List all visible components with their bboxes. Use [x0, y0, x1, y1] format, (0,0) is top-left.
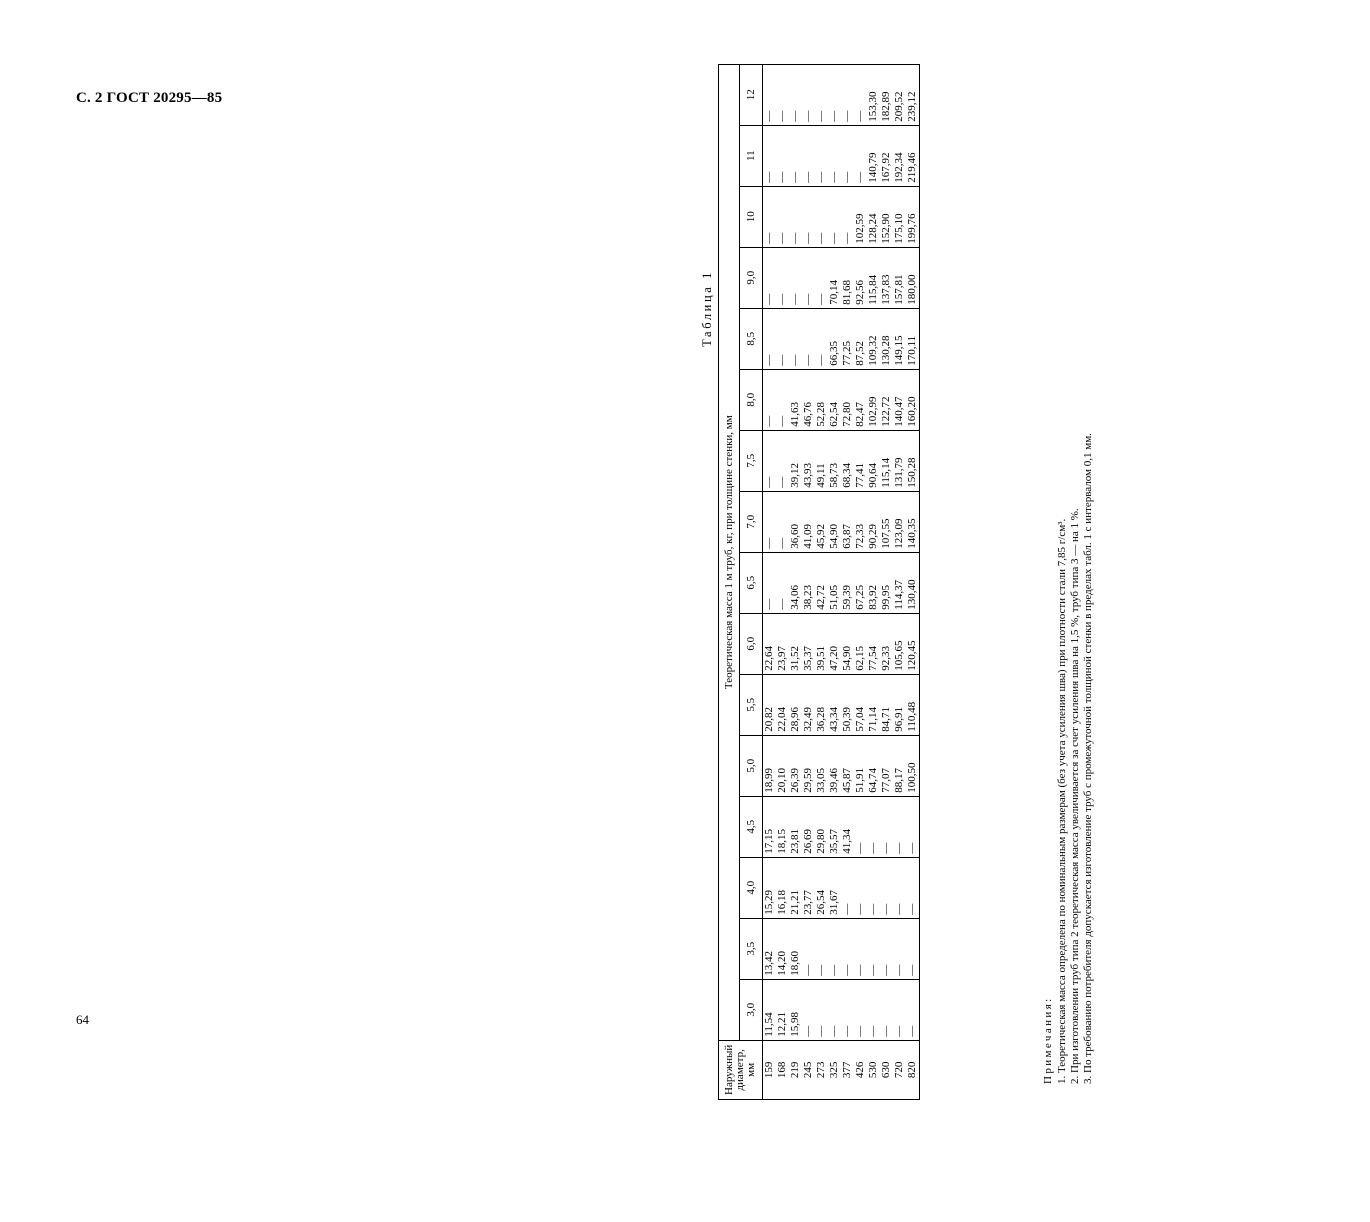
mass-cell: 15,29	[763, 857, 777, 918]
mass-cell: 107,55	[880, 491, 893, 552]
mass-cell: 109,32	[867, 308, 880, 369]
table-row	[893, 64, 906, 1099]
mass-cell: —	[867, 918, 880, 979]
wall-thickness-header: 7,5	[740, 430, 763, 491]
mass-cell: 105,65	[893, 613, 906, 674]
mass-cell: 92,56	[854, 247, 867, 308]
mass-cell: 100,50	[906, 735, 920, 796]
wall-thickness-header: 4,5	[740, 796, 763, 857]
diameter-header: Наружный диаметр, мм	[719, 1040, 763, 1099]
notes-block	[1042, 433, 1095, 1084]
note-item: 2. При изготовлении труб типа 2 теоретическая масса увеличивается за счет усиления шва на 1,5 %, труб типа 3 — на 1 %.	[1069, 508, 1081, 1084]
mass-cell: 82,47	[854, 369, 867, 430]
mass-cell: —	[815, 186, 828, 247]
mass-cell: 20,82	[763, 674, 777, 735]
mass-cell: 96,91	[893, 674, 906, 735]
mass-cell: 26,39	[789, 735, 802, 796]
mass-cell: —	[828, 918, 841, 979]
table-row	[789, 64, 802, 1099]
mass-cell: —	[893, 918, 906, 979]
mass-cell: 83,92	[867, 552, 880, 613]
mass-cell: 192,34	[893, 125, 906, 186]
mass-cell: 46,76	[802, 369, 815, 430]
mass-cell: —	[763, 125, 777, 186]
mass-cell: —	[867, 857, 880, 918]
mass-cell: 35,57	[828, 796, 841, 857]
mass-cell: 153,30	[867, 64, 880, 125]
mass-cell: 33,05	[815, 735, 828, 796]
mass-cell: —	[776, 491, 789, 552]
mass-cell: —	[906, 857, 920, 918]
mass-cell: 50,39	[841, 674, 854, 735]
mass-cell: —	[815, 308, 828, 369]
mass-cell: 62,15	[854, 613, 867, 674]
mass-cell: 175,10	[893, 186, 906, 247]
mass-cell: 81,68	[841, 247, 854, 308]
page-number: 64	[76, 1012, 89, 1027]
note-item: 3. По требованию потребителя допускается изготовление труб с промежуточной толщиной стенки в пределах табл. 1 с интервалом 0,1 мм.	[1082, 433, 1094, 1084]
mass-cell: —	[880, 918, 893, 979]
mass-cell: —	[763, 308, 777, 369]
table-row	[880, 64, 893, 1099]
mass-cell: 67,25	[854, 552, 867, 613]
mass-cell: 47,20	[828, 613, 841, 674]
mass-cell: 77,25	[841, 308, 854, 369]
wall-thickness-header: 12	[740, 64, 763, 125]
mass-cell: 160,20	[906, 369, 920, 430]
wall-thickness-header: 6,5	[740, 552, 763, 613]
mass-cell: 152,90	[880, 186, 893, 247]
wall-thickness-header: 3,5	[740, 918, 763, 979]
mass-cell: 26,54	[815, 857, 828, 918]
mass-cell: 21,21	[789, 857, 802, 918]
wall-thickness-header: 3,0	[740, 979, 763, 1040]
mass-cell: —	[867, 796, 880, 857]
mass-cell: —	[906, 796, 920, 857]
mass-cell: 51,05	[828, 552, 841, 613]
mass-cell: 128,24	[867, 186, 880, 247]
mass-cell: 130,40	[906, 552, 920, 613]
mass-cell: —	[776, 64, 789, 125]
mass-cell: —	[802, 247, 815, 308]
mass-cell: 99,95	[880, 552, 893, 613]
diameter-cell: 630	[880, 1040, 893, 1099]
mass-cell: —	[841, 857, 854, 918]
mass-cell: 115,14	[880, 430, 893, 491]
mass-cell: 209,52	[893, 64, 906, 125]
mass-cell: 29,80	[815, 796, 828, 857]
mass-table	[718, 64, 920, 1100]
mass-cell: 167,92	[880, 125, 893, 186]
mass-cell: 131,79	[893, 430, 906, 491]
mass-cell: 123,09	[893, 491, 906, 552]
diameter-cell: 219	[789, 1040, 802, 1099]
mass-cell: —	[776, 308, 789, 369]
mass-cell: 90,64	[867, 430, 880, 491]
table-row	[906, 64, 920, 1099]
mass-cell: —	[893, 857, 906, 918]
mass-cell: 38,23	[802, 552, 815, 613]
mass-cell: 41,34	[841, 796, 854, 857]
mass-cell: —	[828, 979, 841, 1040]
wall-thickness-header: 8,0	[740, 369, 763, 430]
wall-thickness-header: 4,0	[740, 857, 763, 918]
mass-cell: —	[841, 125, 854, 186]
mass-cell: 23,81	[789, 796, 802, 857]
mass-cell: 140,47	[893, 369, 906, 430]
mass-cell: —	[763, 369, 777, 430]
mass-cell: —	[893, 979, 906, 1040]
mass-cell: —	[763, 247, 777, 308]
mass-cell: 199,76	[906, 186, 920, 247]
mass-cell: 140,35	[906, 491, 920, 552]
mass-cell: 43,93	[802, 430, 815, 491]
table-row	[776, 64, 789, 1099]
wall-thickness-header: 11	[740, 125, 763, 186]
mass-cell: 102,99	[867, 369, 880, 430]
mass-cell: 157,81	[893, 247, 906, 308]
table-row	[828, 64, 841, 1099]
mass-cell: —	[841, 64, 854, 125]
rotated-table-block	[690, 22, 1370, 1222]
notes-title: Примечания:	[1042, 996, 1054, 1084]
mass-cell: 18,99	[763, 735, 777, 796]
mass-cell: 34,06	[789, 552, 802, 613]
mass-cell: —	[815, 125, 828, 186]
diameter-cell: 159	[763, 1040, 777, 1099]
mass-cell: 42,72	[815, 552, 828, 613]
mass-cell: —	[854, 979, 867, 1040]
wall-thickness-header: 7,0	[740, 491, 763, 552]
wall-thickness-header: 6,0	[740, 613, 763, 674]
mass-cell: —	[841, 979, 854, 1040]
mass-cell: 219,46	[906, 125, 920, 186]
mass-cell: 41,63	[789, 369, 802, 430]
mass-cell: 130,28	[880, 308, 893, 369]
mass-cell: 31,52	[789, 613, 802, 674]
mass-cell: —	[906, 979, 920, 1040]
mass-cell: —	[802, 64, 815, 125]
mass-cell: —	[802, 186, 815, 247]
mass-cell: 137,83	[880, 247, 893, 308]
mass-cell: 43,34	[828, 674, 841, 735]
mass-cell: 149,15	[893, 308, 906, 369]
mass-cell: —	[776, 247, 789, 308]
mass-cell: 64,74	[867, 735, 880, 796]
mass-cell: —	[815, 247, 828, 308]
mass-cell: —	[815, 918, 828, 979]
table-header-row	[719, 64, 740, 1099]
mass-cell: —	[763, 186, 777, 247]
table-row	[802, 64, 815, 1099]
mass-cell: —	[880, 857, 893, 918]
mass-cell: 22,04	[776, 674, 789, 735]
mass-cell: 102,59	[854, 186, 867, 247]
mass-cell: —	[776, 369, 789, 430]
mass-cell: 68,34	[841, 430, 854, 491]
mass-cell: 45,92	[815, 491, 828, 552]
mass-cell: 51,91	[854, 735, 867, 796]
mass-cell: 115,84	[867, 247, 880, 308]
mass-cell: 62,54	[828, 369, 841, 430]
mass-cell: —	[802, 979, 815, 1040]
mass-cell: 36,60	[789, 491, 802, 552]
diameter-cell: 168	[776, 1040, 789, 1099]
mass-cell: 150,28	[906, 430, 920, 491]
mass-cell: 87,52	[854, 308, 867, 369]
mass-cell: 110,48	[906, 674, 920, 735]
mass-cell: 39,12	[789, 430, 802, 491]
mass-cell: 49,11	[815, 430, 828, 491]
mass-cell: —	[776, 430, 789, 491]
mass-cell: 26,69	[802, 796, 815, 857]
mass-cell: 71,14	[867, 674, 880, 735]
wall-thickness-row	[740, 64, 763, 1099]
mass-cell: 31,67	[828, 857, 841, 918]
wall-thickness-header: 5,5	[740, 674, 763, 735]
mass-cell: 70,14	[828, 247, 841, 308]
mass-cell: 45,87	[841, 735, 854, 796]
mass-cell: 88,17	[893, 735, 906, 796]
mass-cell: 114,37	[893, 552, 906, 613]
mass-cell: 54,90	[828, 491, 841, 552]
mass-cell: 140,79	[867, 125, 880, 186]
mass-cell: 72,80	[841, 369, 854, 430]
mass-cell: —	[789, 64, 802, 125]
mass-cell: 18,60	[789, 918, 802, 979]
mass-cell: —	[906, 918, 920, 979]
diameter-cell: 820	[906, 1040, 920, 1099]
mass-cell: —	[854, 64, 867, 125]
note-item: 1. Теоретическая масса определена по номинальным размерам (без учета усиления шва) при плотности стали 7,85 г/см³.	[1056, 518, 1068, 1084]
mass-cell: —	[867, 979, 880, 1040]
mass-cell: —	[802, 125, 815, 186]
mass-cell: —	[854, 125, 867, 186]
mass-cell: —	[815, 979, 828, 1040]
mass-cell: —	[841, 186, 854, 247]
mass-cell: —	[854, 857, 867, 918]
mass-cell: 72,33	[854, 491, 867, 552]
mass-cell: 54,90	[841, 613, 854, 674]
table-row	[841, 64, 854, 1099]
mass-cell: 17,15	[763, 796, 777, 857]
table-caption: Таблица 1	[700, 270, 714, 347]
mass-cell: —	[828, 186, 841, 247]
diameter-cell: 426	[854, 1040, 867, 1099]
mass-cell: —	[776, 125, 789, 186]
mass-cell: 57,04	[854, 674, 867, 735]
mass-cell: 52,28	[815, 369, 828, 430]
wall-thickness-header: 5,0	[740, 735, 763, 796]
mass-cell: 11,54	[763, 979, 777, 1040]
mass-cell: —	[776, 552, 789, 613]
mass-cell: 23,97	[776, 613, 789, 674]
mass-cell: —	[763, 64, 777, 125]
mass-cell: —	[763, 491, 777, 552]
mass-cell: —	[763, 552, 777, 613]
mass-cell: 239,12	[906, 64, 920, 125]
mass-cell: 66,35	[828, 308, 841, 369]
mass-cell: 22,64	[763, 613, 777, 674]
mass-cell: —	[776, 186, 789, 247]
mass-cell: 180,00	[906, 247, 920, 308]
mass-cell: 122,72	[880, 369, 893, 430]
wall-thickness-header: 9,0	[740, 247, 763, 308]
mass-cell: 182,89	[880, 64, 893, 125]
mass-cell: 35,37	[802, 613, 815, 674]
mass-cell: 13,42	[763, 918, 777, 979]
mass-cell: 39,51	[815, 613, 828, 674]
mass-cell: 39,46	[828, 735, 841, 796]
mass-cell: —	[828, 125, 841, 186]
mass-cell: 63,87	[841, 491, 854, 552]
mass-cell: —	[763, 430, 777, 491]
mass-cell: 77,07	[880, 735, 893, 796]
mass-cell: 120,45	[906, 613, 920, 674]
table-row	[815, 64, 828, 1099]
mass-cell: 90,29	[867, 491, 880, 552]
mass-cell: 77,41	[854, 430, 867, 491]
mass-cell: 58,73	[828, 430, 841, 491]
wall-group-header: Теоретическая масса 1 м труб, кг, при толщине стенки, мм	[719, 64, 740, 1040]
mass-cell: —	[893, 796, 906, 857]
mass-cell: —	[789, 125, 802, 186]
mass-cell: —	[802, 308, 815, 369]
mass-cell: —	[789, 247, 802, 308]
mass-cell: 59,39	[841, 552, 854, 613]
mass-cell: 32,49	[802, 674, 815, 735]
mass-cell: —	[828, 64, 841, 125]
table-body	[763, 64, 920, 1099]
diameter-cell: 273	[815, 1040, 828, 1099]
diameter-cell: 530	[867, 1040, 880, 1099]
diameter-cell: 377	[841, 1040, 854, 1099]
mass-cell: 15,98	[789, 979, 802, 1040]
mass-cell: —	[880, 979, 893, 1040]
table-row	[867, 64, 880, 1099]
mass-cell: 23,77	[802, 857, 815, 918]
table-row	[854, 64, 867, 1099]
diameter-cell: 720	[893, 1040, 906, 1099]
mass-cell: 170,11	[906, 308, 920, 369]
mass-cell: 84,71	[880, 674, 893, 735]
mass-cell: —	[815, 64, 828, 125]
mass-cell: 14,20	[776, 918, 789, 979]
mass-cell: 77,54	[867, 613, 880, 674]
diameter-cell: 245	[802, 1040, 815, 1099]
mass-cell: —	[880, 796, 893, 857]
mass-cell: 41,09	[802, 491, 815, 552]
mass-cell: 20,10	[776, 735, 789, 796]
mass-cell: —	[802, 918, 815, 979]
mass-cell: 92,33	[880, 613, 893, 674]
mass-cell: 28,96	[789, 674, 802, 735]
mass-cell: 29,59	[802, 735, 815, 796]
mass-cell: —	[841, 918, 854, 979]
wall-thickness-header: 10	[740, 186, 763, 247]
mass-cell: 18,15	[776, 796, 789, 857]
mass-cell: —	[854, 918, 867, 979]
mass-cell: 12,21	[776, 979, 789, 1040]
mass-cell: 16,18	[776, 857, 789, 918]
page-header: С. 2 ГОСТ 20295—85	[76, 90, 223, 106]
mass-cell: —	[789, 308, 802, 369]
wall-thickness-header: 8,5	[740, 308, 763, 369]
diameter-cell: 325	[828, 1040, 841, 1099]
mass-cell: —	[854, 796, 867, 857]
table-row	[763, 64, 777, 1099]
mass-cell: —	[789, 186, 802, 247]
mass-cell: 36,28	[815, 674, 828, 735]
